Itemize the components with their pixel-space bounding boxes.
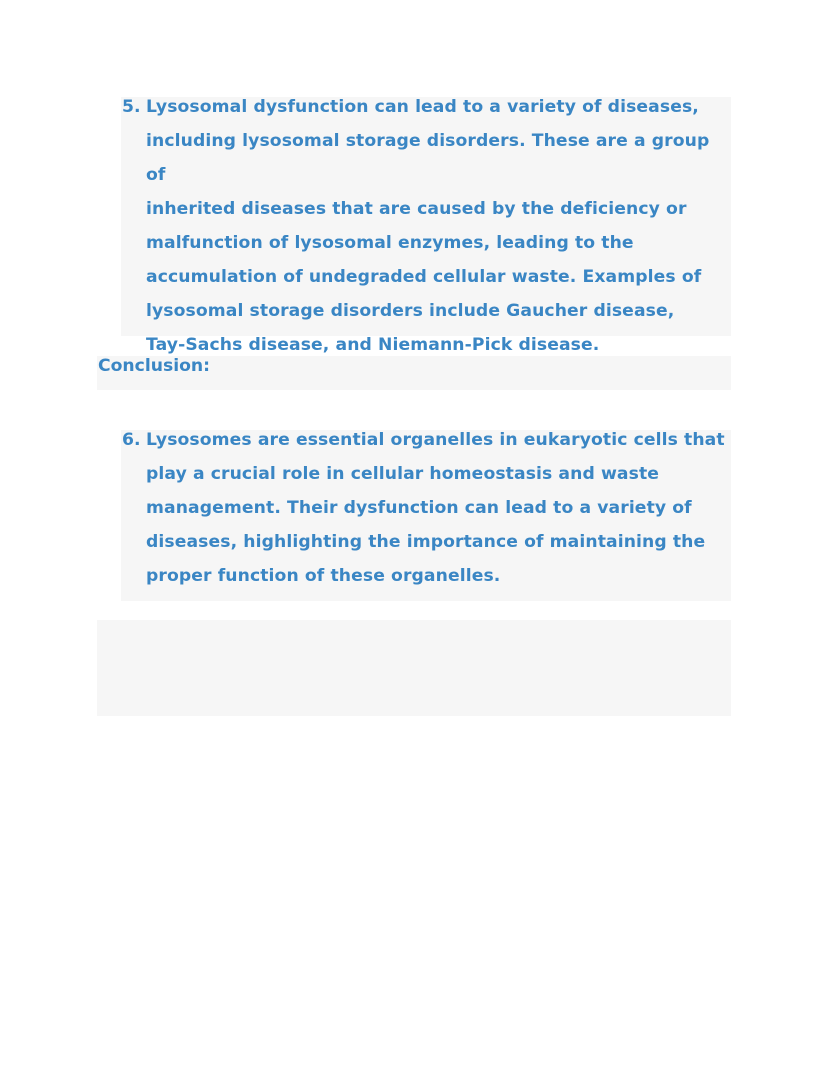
- text-line: including lysosomal storage disorders. These are a group of: [146, 131, 710, 185]
- conclusion-heading: Conclusion:: [98, 356, 211, 376]
- text-line: accumulation of undegraded cellular waste. Examples of: [146, 267, 702, 287]
- list-number: 5.: [122, 97, 141, 117]
- list-item-block-5: [121, 97, 731, 355]
- text-line: Tay-Sachs disease, and Niemann-Pick disease.: [146, 335, 600, 355]
- text-line: management. Their dysfunction can lead to a variety of: [146, 498, 692, 518]
- list-number: 6.: [122, 430, 141, 450]
- list-item-5: [121, 90, 731, 362]
- list-item-block-6: [121, 430, 731, 601]
- text-line: Lysosomes are essential organelles in eukaryotic cells that: [146, 430, 725, 450]
- text-line: proper function of these organelles.: [146, 566, 501, 586]
- text-line: diseases, highlighting the importance of maintaining the: [146, 532, 706, 552]
- text-line: malfunction of lysosomal enzymes, leading to the: [146, 233, 634, 253]
- text-line: play a crucial role in cellular homeostasis and waste: [146, 464, 660, 484]
- text-line: lysosomal storage disorders include Gaucher disease,: [146, 301, 675, 321]
- conclusion-heading-block: [97, 356, 731, 390]
- text-line: Lysosomal dysfunction can lead to a variety of diseases,: [146, 97, 699, 117]
- text-line: inherited diseases that are caused by the deficiency or: [146, 199, 687, 219]
- empty-block: [97, 620, 731, 716]
- list-item-6: [121, 423, 731, 593]
